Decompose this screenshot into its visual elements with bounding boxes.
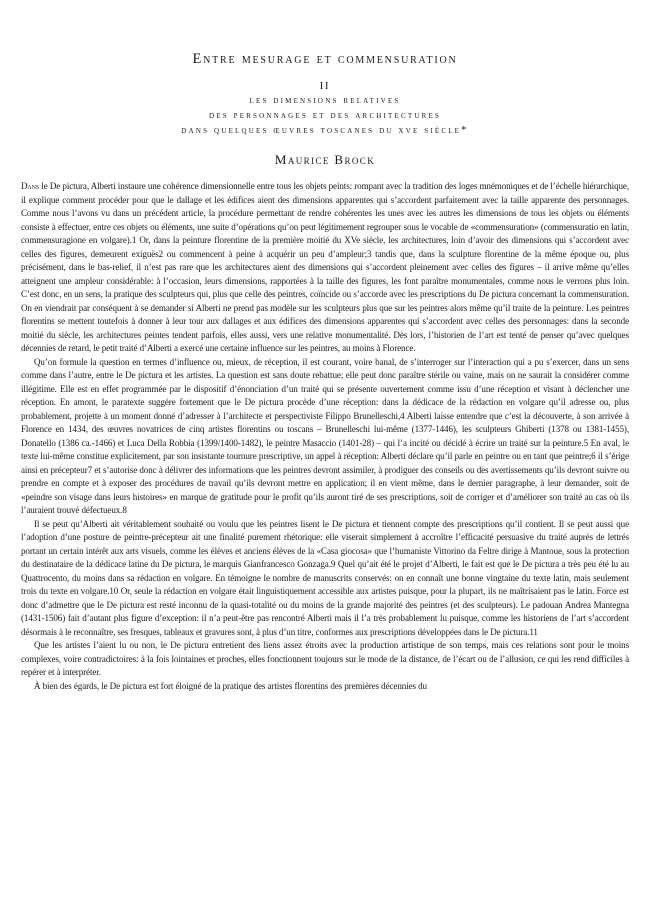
paragraph: Il se peut qu’Alberti ait véritablement souhaité ou voulu que les peintres lisent le De pictura et tiennent compte des prescriptions qu’il contient. Il se peut aussi que l’adoption d’une posture de peintre-précepteur ait une finalité purement rhétorique: elle viserait simplement à accroître l’efficacité persuasive du traité auprès de lettrés portant un certain intérêt aux arts visuels, comme les élèves et anciens élèves de la «Casa giocosa» que l’humaniste Vittorino da Feltre dirige à Mantoue, sous la protection du destinataire de la dédicace latine du De pictura, le marquis Gianfrancesco Gonzaga.9 Quel qu’ait été le projet d’Alberti, le fait est que le De pictura a très peu été lu au Quattrocento, du moins dans sa rédaction en volgare. En témoigne le nombre de manuscrits conservés: on en connaît une bonne vingtaine du texte latin, mais seulement trois du texte en volgare.10 Or, seule la rédaction en volgare était linguistiquement accessible aux artistes puisque, pour la plupart, ils ne maîtrisaient pas le latin. Force est donc d’admettre que le De pictura est resté inconnu de la quasi-totalité ou du moins de la grande majorité des peintres (et des sculpteurs). Le padouan Andrea Mantegna (1431-1506) fait d’autant plus figure d’exception: il n’a peut-être pas rencontré Alberti mais il l’a très probablement lu puisque, comme les historiens de l’art s’accordent désormais à le reconnaître, ses fresques, tableaux et gravures sont, à plus d’un titre, conformes aux prescriptions développées dans le De pictura.11	[21, 518, 629, 637]
paragraph: Que les artistes l’aient lu ou non, le De pictura entretient des liens assez étroits avec la production artistique de son temps, mais ces relations sont pour le moins complexes, voire contradictoires: à la fois lointaines et proches, elles fonctionnent toujours sur le mode de la distance, de l’écart ou de l’allusion, ce qui les rend difficiles à repérer et à interpréter.	[21, 640, 629, 677]
paragraph-lead: Dans	[21, 181, 40, 191]
author-name: Maurice Brock	[274, 152, 376, 167]
part-number: II	[319, 81, 331, 92]
paragraph-text: le De pictura, Alberti instaure une cohérence dimensionnelle entre tous les objets peints: rompant avec la tradition des loges mnémoniques et de l’échelle hiérarchique, il explique comment procéder pour que le dallage et les édifices aient des dimensions apparentes qui s’accordent parfaitement avec la taille apparente des personnages. Comme nous l’avons vu dans un précédent article, la procédure permettant de rendre cohérentes les unes avec les autres les dimensions de tous les objets ou éléments consiste à effectuer, entre ces objets ou éléments, une suite d’opérations qu’on peut légitimement regrouper sous le vocable de «commensuration» (commensuratio en latin, commensuragione en volgare).1 Or, dans la peinture florentine de la première moitié du XVe siècle, les architectures, loin d’avoir des dimensions qui s’accordent avec celles des figures, demeurent exiguës2 ou commencent à peine à acquérir un peu d’ampleur;3 tandis que, dans la sculpture florentine de la même époque ou, plus précisément, dans le bas-relief, il n’est pas rare que les architectures aient des dimensions qui s’accordent pleinement avec celles des figures – il arrive même qu’elles atteignent une ampleur considérable: à l’occasion, leurs dimensions, rapportées à la taille des figures, les font paraître monumentales, comme nous le verrons plus loin. C’est donc, en un sens, la pratique des sculpteurs qui, plus que celle des peintres, coïncide ou s’accorde avec les prescriptions du De pictura concernant la commensuration. On en viendrait par conséquent à se demander si Alberti ne prend pas modèle sur les sculpteurs plus que sur les peintres alors même qu’il traite de la peinture. Les peintres florentins se mettent toutefois à donner à leur tour aux dallages et aux édifices des dimensions apparentes qui s’accordent avec celles des personnages: dans la seconde moitié du siècle, les architectures peintes tendent parfois, elles aussi, vers une relative monumentalité. Dès lors, l’historien de l’art est tenté de penser qu’avec quelques décennies de retard, le petit traité d’Alberti a exercé une certaine influence sur les peintres, au moins à Florence.	[21, 181, 629, 353]
article-title: Entre mesurage et commensuration	[192, 51, 458, 67]
subtitle-line-2: des personnages et des architectures	[208, 110, 442, 121]
subtitle-line-3: dans quelques œuvres toscanes du xve siècle*	[181, 125, 469, 136]
paragraph: Qu’on formule la question en termes d’influence ou, mieux, de réception, il est courant, voire banal, de s’interroger sur l’interaction qui a pu s’exercer, dans un sens comme dans l’autre, entre le De pictura et les artistes. La question est sans doute rebattue; elle peut donc paraître stérile ou vaine, mais on ne saurait la considérer comme illégitime. Elle est en effet programmée par le dispositif d’énonciation d’un traité qui se présente ouvertement comme issu d’une réception et visant à déclencher une réception. En amont, le paratexte suggère fortement que le De pictura procède d’une réception: dans la dédicace de la rédaction en volgare qu’il adresse ou, plus probablement, projette à un moment donné d’adresser à l’architecte et perspectiviste Filippo Brunelleschi,4 Alberti laisse entendre que c’est la découverte, à son arrivée à Florence en 1434, des œuvres novatrices de cinq artistes florentins ou toscans – Brunelleschi lui-même (1377-1446), les sculpteurs Ghiberti (1378 ou 1381-1455), Donatello (1386 ca.-1466) et Luca Della Robbia (1399/1400-1482), le peintre Masaccio (1401-28) – qui l’a incité ou décidé à écrire un traité sur la peinture.5 En aval, le texte lui-même constitue explicitement, par son insistante tournure prescriptive, un appel à réception: Alberti déclare qu’il parle en peintre ou en tant que peintre;6 il s’érige ainsi en précepteur7 et s’autorise donc à délivrer des informations que les peintres devront assimiler, à prodiguer des conseils ou des avertissements qu’ils devront suivre ou prendre en compte et à exposer des procédures de travail qu’ils devront mettre en application; il en vient même, dans le dernier paragraphe, à leur demander, soit de «peindre son visage dans leurs histoires» en marque de gratitude pour le profit qu’ils auront tiré de ses prescriptions, soit de corriger et d’améliorer son traité au cas où ils l’auraient trouvé défectueux.8	[21, 356, 629, 515]
subtitle-line-1: les dimensions relatives	[249, 95, 401, 106]
paragraph: À bien des égards, le De pictura est fort éloigné de la pratique des artistes florentins des premières décennies du	[34, 680, 427, 691]
paragraph	[21, 180, 629, 356]
article-body	[21, 180, 629, 693]
